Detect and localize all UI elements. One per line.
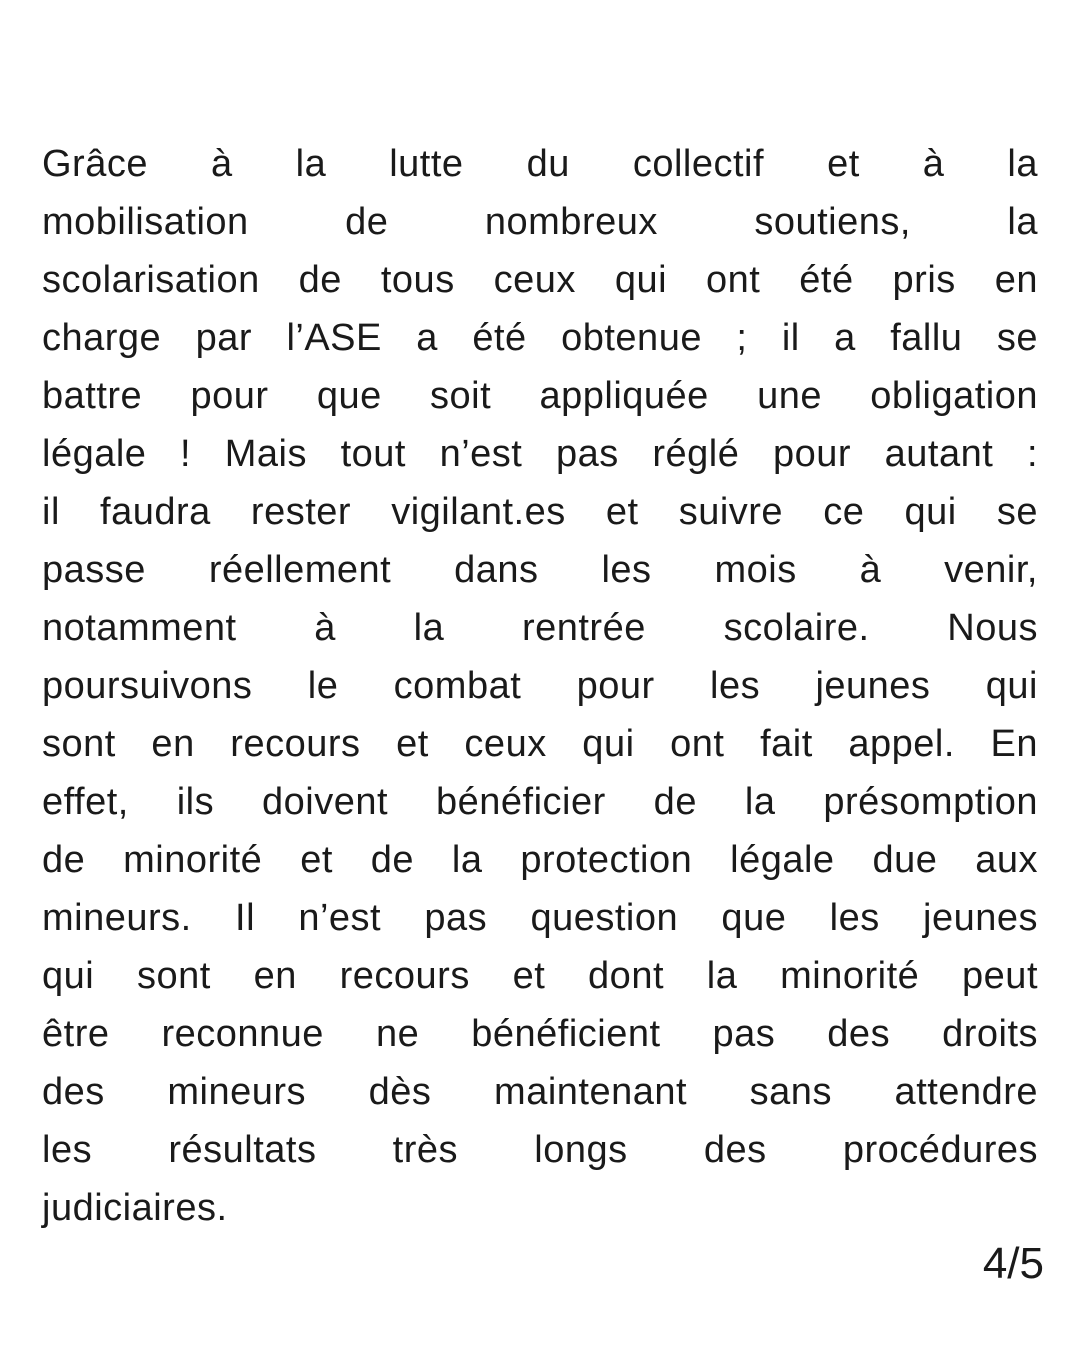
text-line: charge par l’ASE a été obtenue ; il a fallu se — [42, 317, 1038, 359]
text-line: passe réellement dans les mois à venir, — [42, 549, 1038, 591]
text-line: scolarisation de tous ceux qui ont été pris en — [42, 259, 1038, 301]
text-line: judiciaires. — [42, 1187, 228, 1229]
text-line: des mineurs dès maintenant sans attendre — [42, 1071, 1038, 1113]
text-line: les résultats très longs des procédures — [42, 1129, 1038, 1171]
text-line: sont en recours et ceux qui ont fait appel. En — [42, 723, 1038, 765]
text-line: légale ! Mais tout n’est pas réglé pour autant : — [42, 433, 1038, 475]
page-number: 4/5 — [982, 1239, 1044, 1288]
paragraph — [42, 135, 1038, 1237]
text-line: mineurs. Il n’est pas question que les jeunes — [42, 897, 1038, 939]
text-line: effet, ils doivent bénéficier de la présomption — [42, 781, 1038, 823]
text-line: de minorité et de la protection légale due aux — [42, 839, 1038, 881]
text-line: être reconnue ne bénéficient pas des droits — [42, 1013, 1038, 1055]
text-line: battre pour que soit appliquée une obligation — [42, 375, 1038, 417]
text-line: mobilisation de nombreux soutiens, la — [42, 201, 1038, 243]
text-line: notamment à la rentrée scolaire. Nous — [42, 607, 1038, 649]
text-line: Grâce à la lutte du collectif et à la — [42, 143, 1038, 185]
text-line: qui sont en recours et dont la minorité peut — [42, 955, 1038, 997]
text-line: il faudra rester vigilant.es et suivre ce qui se — [42, 491, 1038, 533]
text-line: poursuivons le combat pour les jeunes qui — [42, 665, 1038, 707]
